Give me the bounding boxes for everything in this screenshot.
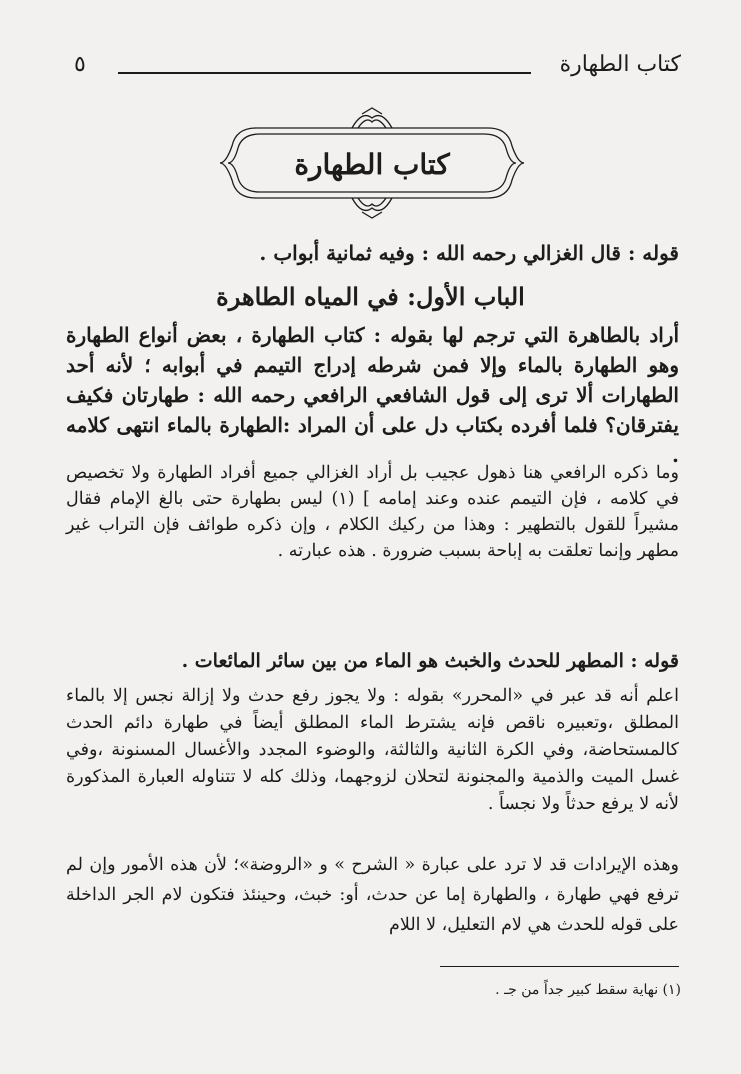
- title-cartouche: [216, 106, 528, 220]
- paragraph-commentary-4: وهذه الإيرادات قد لا ترد على عبارة « الشرح » و «الروضة»؛ لأن هذه الأمور وإن لم ترفع فهي طهارة ، والطهارة إما عن حدث، أو: خبث، وحينئذ فتكون لام الجر الداخلة على قوله للحدث هي لام التعليل، لا اللام: [66, 855, 679, 935]
- paragraph-commentary-2: وما ذكره الرافعي هنا ذهول عجيب بل أراد الغزالي جميع أفراد الطهارة ولا تخصيص في كلامه ، فإن التيمم عنده وعند إمامه ] (١) ليس بطهارة حتى بالغ الإمام فقال مشيراً للقول بالتطهير : وهذا من ركيك الكلام ، وإن ذكره طوائف فإن التراب غير مطهر وإنما تعلقت به إباحة بسبب ضرورة . هذه عبارته .: [66, 463, 679, 561]
- paragraph-commentary-3: اعلم أنه قد عبر في «المحرر» بقوله : ولا يجوز رفع حدث ولا إزالة نجس إلا بالماء المطلق ،وتعبيره ناقص فإنه يشترط الماء المطلق أيضاً في طهارة دائم الحدث كالمستحاضة، وفي الكرة الثانية والثالثة، والوضوء المجدد والأغسال المسنونة ،وفي غسل الميت والذمية والمجنونة لتحلان لزوجهما، وذلك كله لا تتناوله العبارة المذكورة لأنه لا يرفع حدثاً ولا نجساً .: [66, 686, 679, 814]
- book-title: كتاب الطهارة: [294, 148, 450, 181]
- paragraph-commentary-1: أراد بالطاهرة التي ترجم لها بقوله : كتاب الطهارة ، بعض أنواع الطهارة وهو الطهارة بالماء وإلا فمن شرطه إدراج التيمم في أبوابه ؛ لأنه أحد الطهارات ألا ترى إلى قول الشافعي الرافعي رحمه الله : طهارتان فكيف يفترقان؟ فلما أفرده بكتاب دل على أن المراد :الطهارة بالماء انتهى كلامه .: [66, 323, 679, 467]
- running-header-title: كتاب الطهارة: [559, 52, 681, 77]
- footnote: (١) نهاية سقط كبير جداً من جـ .: [495, 982, 681, 998]
- chapter-title: الباب الأول: في المياه الطاهرة: [216, 282, 525, 311]
- paragraph-opening: قوله : قال الغزالي رحمه الله : وفيه ثمانية أبواب .: [259, 241, 679, 265]
- footnote-rule: [440, 966, 679, 967]
- page-number: ٥: [74, 52, 86, 77]
- header-rule: [118, 72, 531, 74]
- paragraph-quote-heading: قوله : المطهر للحدث والخبث هو الماء من بين سائر المائعات .: [181, 650, 679, 672]
